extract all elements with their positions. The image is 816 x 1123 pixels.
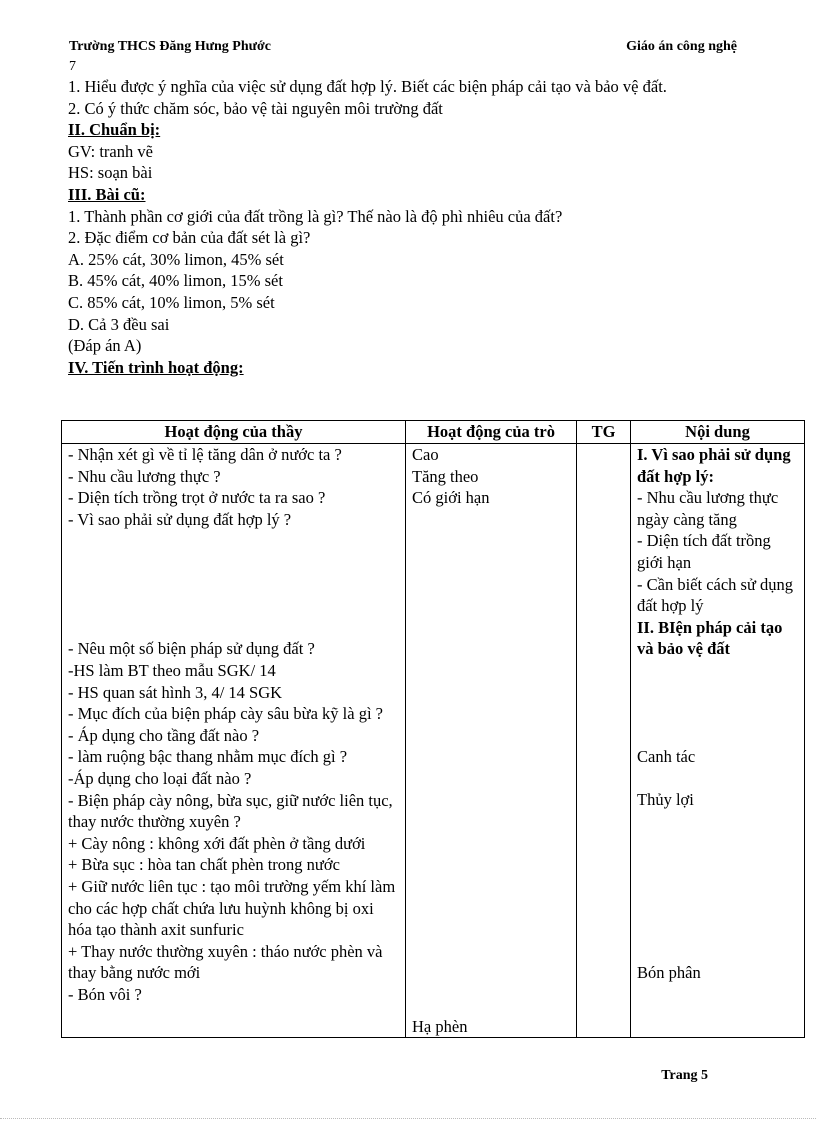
- lesson-table: [61, 420, 805, 1038]
- review-option: D. Cả 3 đều sai: [68, 314, 170, 334]
- table-row: [62, 444, 805, 1038]
- teacher-cell: [62, 444, 406, 1038]
- teacher-line: - Vì sao phải sử dụng đất hợp lý ?: [68, 509, 292, 529]
- teacher-line: -Áp dụng cho loại đất nào ?: [68, 768, 252, 788]
- header-school: Trường THCS Đăng Hưng Phước: [69, 39, 272, 54]
- teacher-line: - Nhu cầu lương thực ?: [68, 466, 221, 486]
- time-cell: [577, 444, 631, 1038]
- content-line: - Cần biết cách sử dụng đất hợp lý: [637, 574, 794, 616]
- teacher-line: -HS làm BT theo mẫu SGK/ 14: [68, 660, 276, 680]
- teacher-line: + Giữ nước liên tục : tạo môi trường yếm khí làm cho các hợp chất chứa lưu huỳnh không bị oxi hóa tạo thành axit sunfuric: [68, 876, 396, 940]
- teacher-line: - Biện pháp cày nông, bừa sục, giữ nước liên tục, thay nước thường xuyên ?: [68, 790, 393, 832]
- spacer: [637, 811, 800, 962]
- objective-2: 2. Có ý thức chăm sóc, bảo vệ tài nguyên môi trường đất: [68, 98, 443, 118]
- teacher-line: - HS quan sát hình 3, 4/ 14 SGK: [68, 682, 283, 702]
- review-answer: (Đáp án A): [68, 336, 142, 356]
- col-header-content: Nội dung: [631, 421, 805, 444]
- review-option: B. 45% cát, 40% limon, 15% sét: [68, 271, 283, 291]
- col-header-teacher: Hoạt động của thầy: [62, 421, 406, 444]
- spacer: [637, 768, 800, 790]
- content-section-2: II. BIện pháp cải tạo và bảo vệ đất: [637, 617, 783, 659]
- review-option: C. 85% cát, 10% limon, 5% sét: [68, 292, 275, 312]
- col-header-student: Hoạt động của trò: [406, 421, 577, 444]
- objective-1: 1. Hiểu được ý nghĩa của việc sử dụng đất hợp lý. Biết các biện pháp cải tạo và bảo vệ đất.: [68, 77, 667, 96]
- content-line: Bón phân: [637, 962, 701, 982]
- header-grade: 7: [69, 59, 76, 74]
- teacher-line: - Bón vôi ?: [68, 984, 142, 1004]
- teacher-line: - Mục đích của biện pháp cày sâu bừa kỹ là gì ?: [68, 704, 383, 724]
- col-header-time: TG: [577, 421, 631, 444]
- spacer: [68, 530, 401, 638]
- content-line: - Diện tích đất trồng giới hạn: [637, 531, 771, 572]
- student-line: Tăng theo: [412, 466, 479, 486]
- student-line: Cao: [412, 445, 439, 464]
- teacher-line: - làm ruộng bậc thang nhằm mục đích gì ?: [68, 747, 348, 767]
- header-subject: Giáo án công nghệ: [626, 39, 737, 54]
- page-divider: [0, 1118, 816, 1119]
- content-cell: [631, 444, 805, 1038]
- preparation-item: GV: tranh vẽ: [68, 141, 153, 161]
- student-cell: [406, 444, 577, 1038]
- teacher-line: + Thay nước thường xuyên : tháo nước phèn và thay bằng nước mới: [68, 941, 383, 983]
- teacher-line: + Bừa sục : hòa tan chất phèn trong nước: [68, 855, 340, 875]
- review-option: A. 25% cát, 30% limon, 45% sét: [68, 249, 284, 269]
- student-line: Hạ phèn: [412, 1016, 468, 1036]
- teacher-line: - Diện tích trồng trọt ở nước ta ra sao ?: [68, 488, 326, 508]
- lesson-body: [68, 76, 748, 378]
- content-section-1: I. Vì sao phải sử dụng đất hợp lý:: [637, 445, 791, 486]
- review-heading: III. Bài cũ:: [68, 184, 146, 204]
- activities-heading: IV. Tiến trình hoạt động:: [68, 357, 244, 377]
- spacer: [637, 660, 800, 746]
- preparation-heading: II. Chuẩn bị:: [68, 120, 161, 140]
- content-line: Canh tác: [637, 746, 696, 766]
- teacher-line: + Cày nông : không xới đất phèn ở tầng dưới: [68, 833, 366, 853]
- student-line: Có giới hạn: [412, 488, 490, 508]
- preparation-item: HS: soạn bài: [68, 163, 153, 183]
- review-item: 2. Đặc điểm cơ bản của đất sét là gì?: [68, 228, 311, 248]
- review-item: 1. Thành phần cơ giới của đất trồng là gì? Thế nào là độ phì nhiêu của đất?: [68, 206, 563, 226]
- content-line: - Nhu cầu lương thực ngày càng tăng: [637, 488, 779, 529]
- table-header-row: [62, 421, 805, 444]
- content-line: Thủy lợi: [637, 790, 694, 810]
- teacher-line: - Nhận xét gì về tỉ lệ tăng dân ở nước ta ?: [68, 445, 342, 464]
- teacher-line: - Nêu một số biện pháp sử dụng đất ?: [68, 639, 315, 659]
- teacher-line: - Áp dụng cho tầng đất nào ?: [68, 725, 260, 745]
- spacer: [412, 509, 572, 1016]
- page-number: Trang 5: [661, 1068, 708, 1083]
